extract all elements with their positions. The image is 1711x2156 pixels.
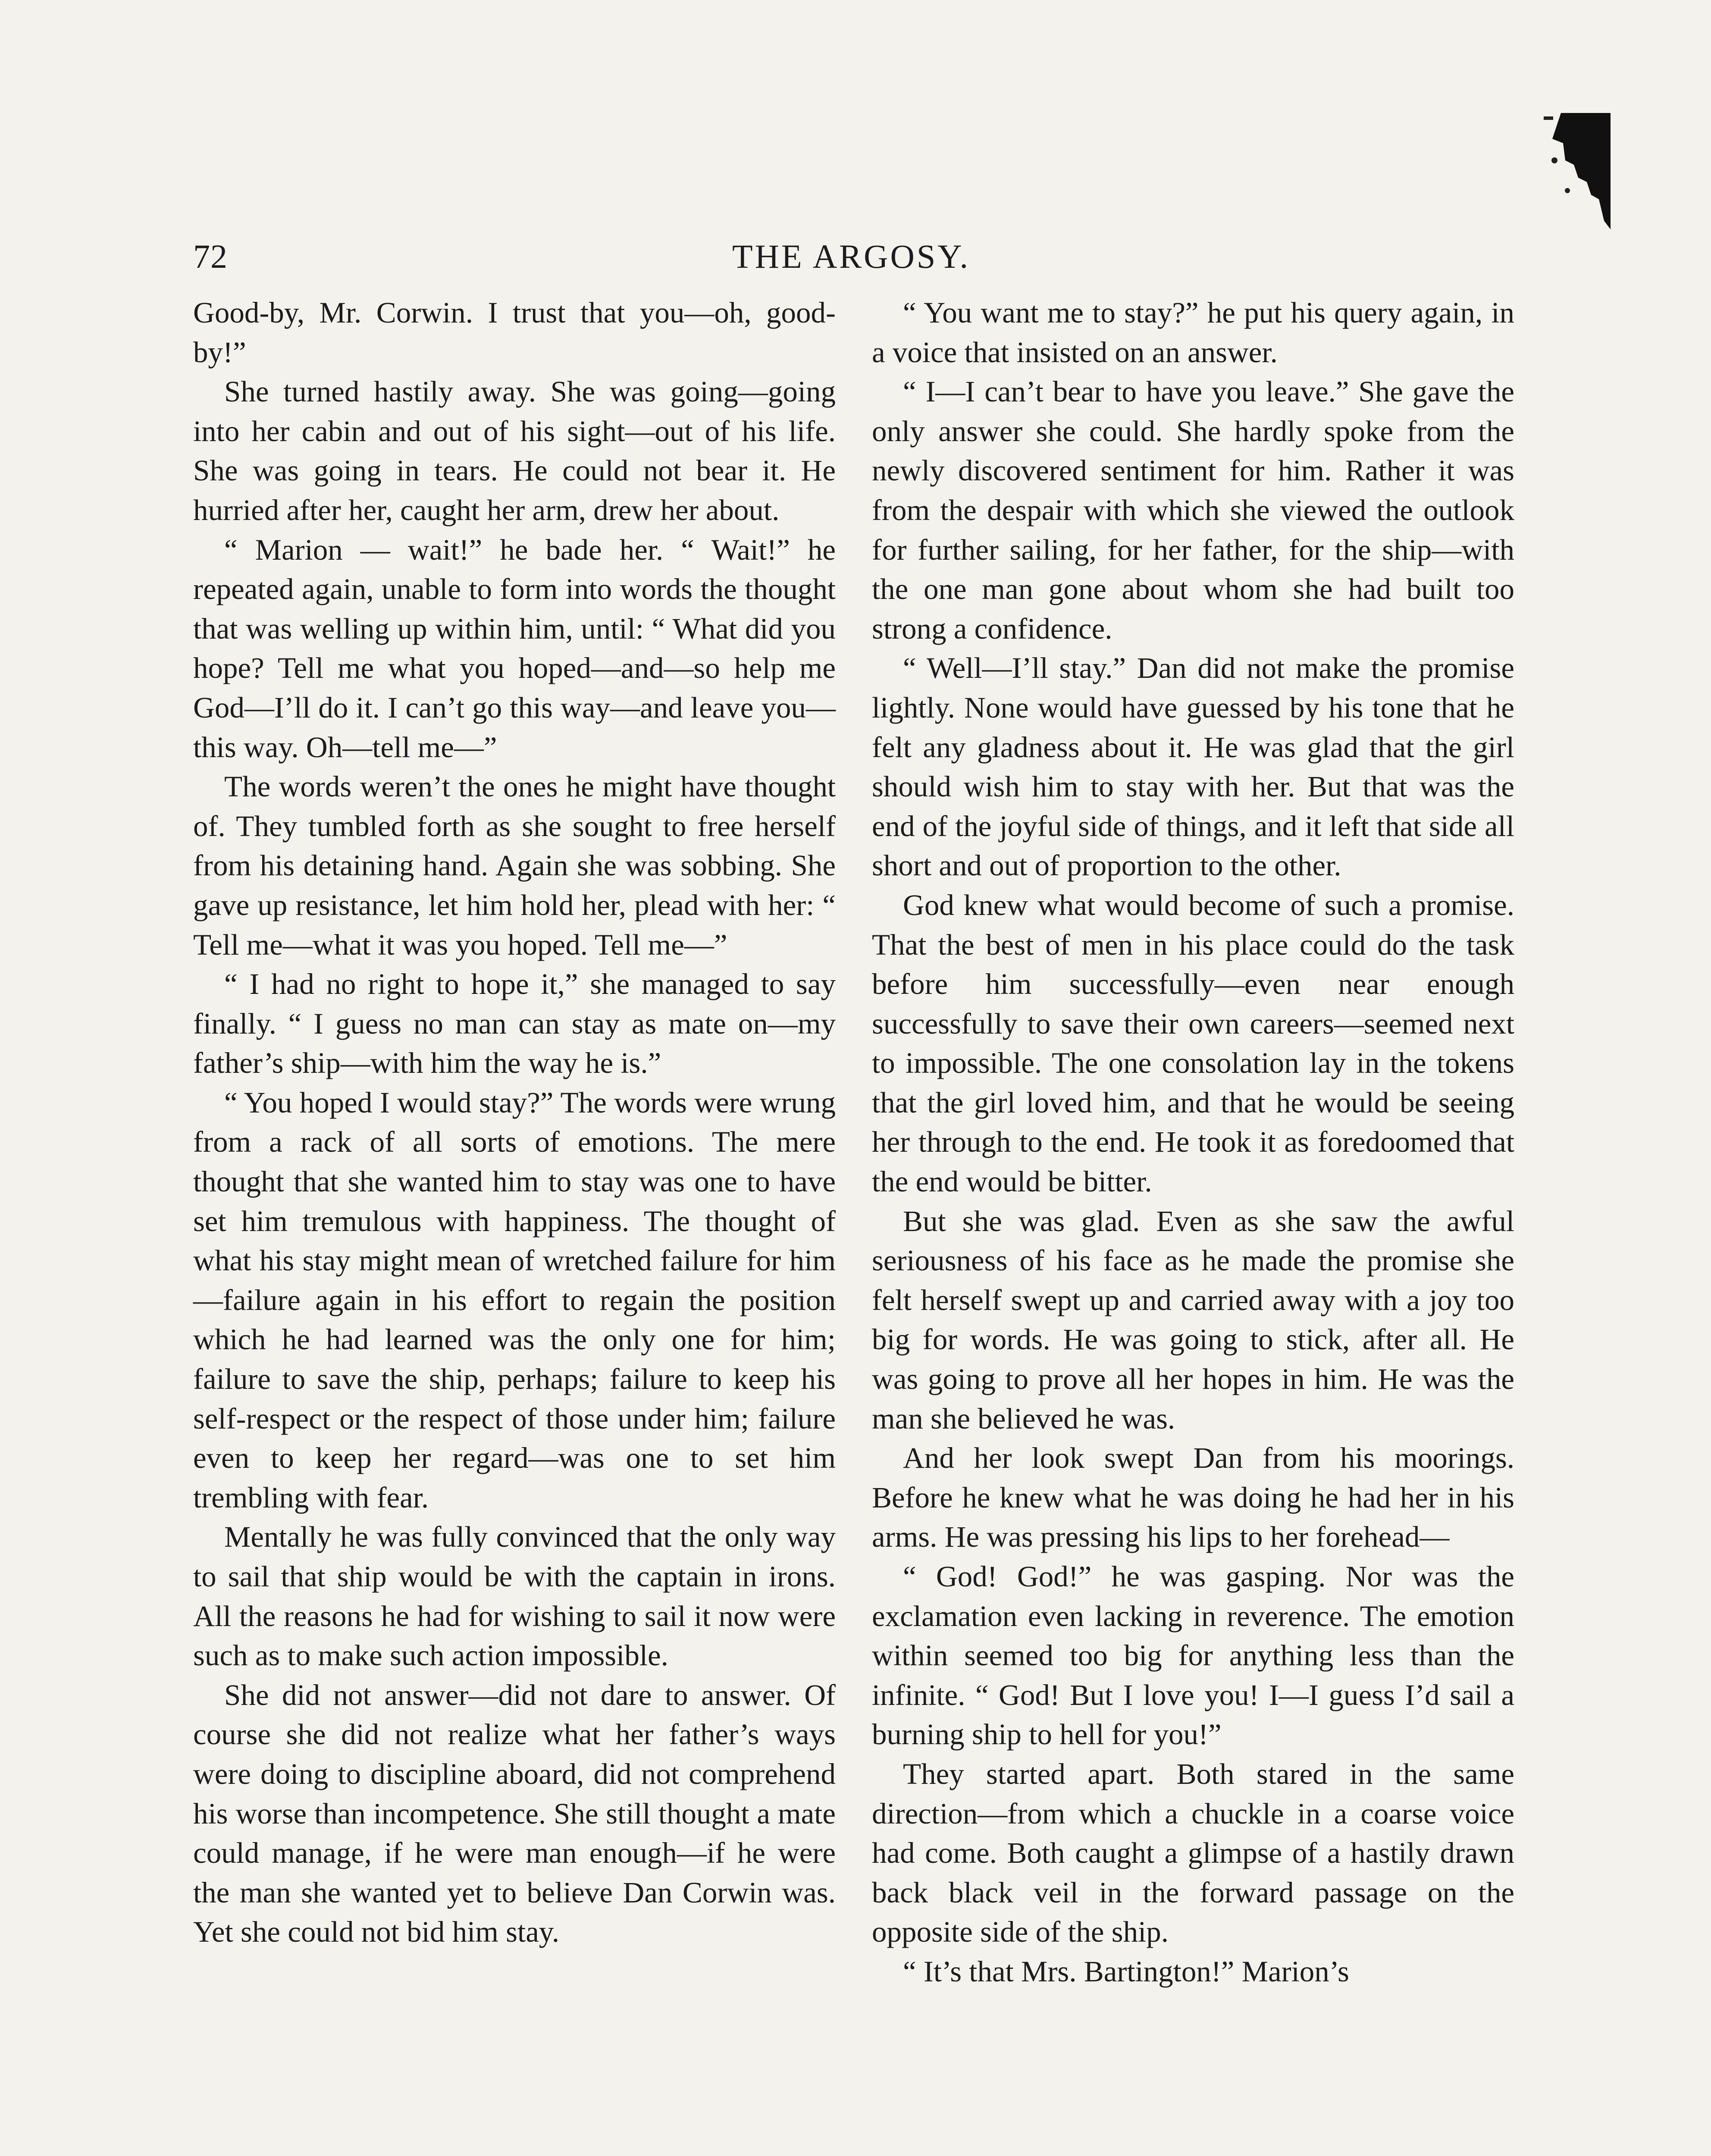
paragraph: God knew what would become of such a promise. That the best of men in his place could do the task before him successfully—even near enough successfully to save their own careers—seemed next to impossible. The one consolation lay in the tokens that the girl loved him, and that he would be seeing her through to the end. He took it as foredoomed that the end would be bitter.: [872, 888, 1514, 1198]
paragraph: “ I had no right to hope it,” she managed to say finally. “ I guess no man can stay as mate on—my father’s ship—with him the way he is.”: [193, 968, 836, 1080]
paragraph: “ I—I can’t bear to have you leave.” She gave the only answer she could. She hardly spoke from the newly discovered sentiment for him. Rather it was from the despair with which she viewed the outlook for further sailing, for her father, for the ship—with the one man gone about whom she had built too strong a confidence.: [872, 375, 1514, 645]
paragraph: The words weren’t the ones he might have thought of. They tumbled forth as she sought to free herself from his detaining hand. Again she was sobbing. She gave up resistance, let him hold her, plead with her: “ Tell me—what it was you hoped. Tell me—”: [193, 770, 836, 961]
paragraph: “ Well—I’ll stay.” Dan did not make the promise lightly. None would have guessed by his tone that he felt any gladness about it. He was glad that the girl should wish him to stay with her. But that was the end of the joyful side of things, and it left that side all short and out of proportion to the other.: [872, 652, 1514, 882]
paragraph: They started apart. Both stared in the same direction—from which a chuckle in a coarse voice had come. Both caught a glimpse of a hastily drawn back black veil in the forward passage on the opposite side of the ship.: [872, 1757, 1514, 1949]
paragraph: “ It’s that Mrs. Bartington!” Marion’s: [903, 1955, 1349, 1988]
paragraph: Mentally he was fully convinced that the only way to sail that ship would be with the captain in irons. All the reasons he had for wishing to sail it now were such as to make such action impossible.: [193, 1520, 836, 1672]
torn-corner-mark: [1544, 113, 1611, 229]
paragraph: She did not answer—did not dare to answer. Of course she did not realize what her father’s ways were doing to discipline aboard, did not comprehend his worse than incompetence. She still thought a mate could manage, if he were man enough—if he were the man she wanted yet to believe Dan Corwin was. Yet she could not bid him stay.: [193, 1678, 836, 1949]
paragraph: “ God! God!” he was gasping. Nor was the exclamation even lacking in reverence. The emotion within seemed too big for anything less than the infinite. “ God! But I love you! I—I guess I’d sail a burning ship to hell for you!”: [872, 1560, 1514, 1751]
running-head-title: THE ARGOSY.: [732, 238, 970, 275]
paragraph: “ You want me to stay?” he put his query again, in a voice that insisted on an answer.: [872, 296, 1514, 369]
paragraph: And her look swept Dan from his moorings. Before he knew what he was doing he had her in his arms. He was pressing his lips to her forehead—: [872, 1442, 1514, 1554]
right-text-column: [872, 293, 1514, 1992]
paragraph: Good-by, Mr. Corwin. I trust that you—oh, good-by!”: [193, 296, 836, 369]
paragraph: “ Marion — wait!” he bade her. “ Wait!” he repeated again, unable to form into words the thought that was welling up within him, until: “ What did you hope? Tell me what you hoped—and—so help me God—I’ll do it. I can’t go this way—and leave you—this way. Oh—tell me—”: [193, 533, 836, 764]
paragraph: But she was glad. Even as she saw the awful seriousness of his face as he made the promise she felt herself swept up and carried away with a joy too big for words. He was going to stick, after all. He was going to prove all her hopes in him. He was the man she believed he was.: [872, 1204, 1514, 1435]
paragraph: “ You hoped I would stay?” The words were wrung from a rack of all sorts of emotions. The mere thought that she wanted him to stay was one to have set him tremulous with happiness. The thought of what his stay might mean of wretched failure for him—failure again in his effort to regain the position which he had learned was the only one for him; failure to save the ship, perhaps; failure to keep his self-respect or the respect of those under him; failure even to keep her regard—was one to set him trembling with fear.: [193, 1086, 836, 1514]
left-text-column: [193, 293, 836, 1952]
page-number: 72: [193, 238, 228, 275]
page-header: [193, 226, 1509, 287]
paragraph: She turned hastily away. She was going—going into her cabin and out of his sight—out of his life. She was going in tears. He could not bear it. He hurried after her, caught her arm, drew her about.: [193, 375, 836, 526]
